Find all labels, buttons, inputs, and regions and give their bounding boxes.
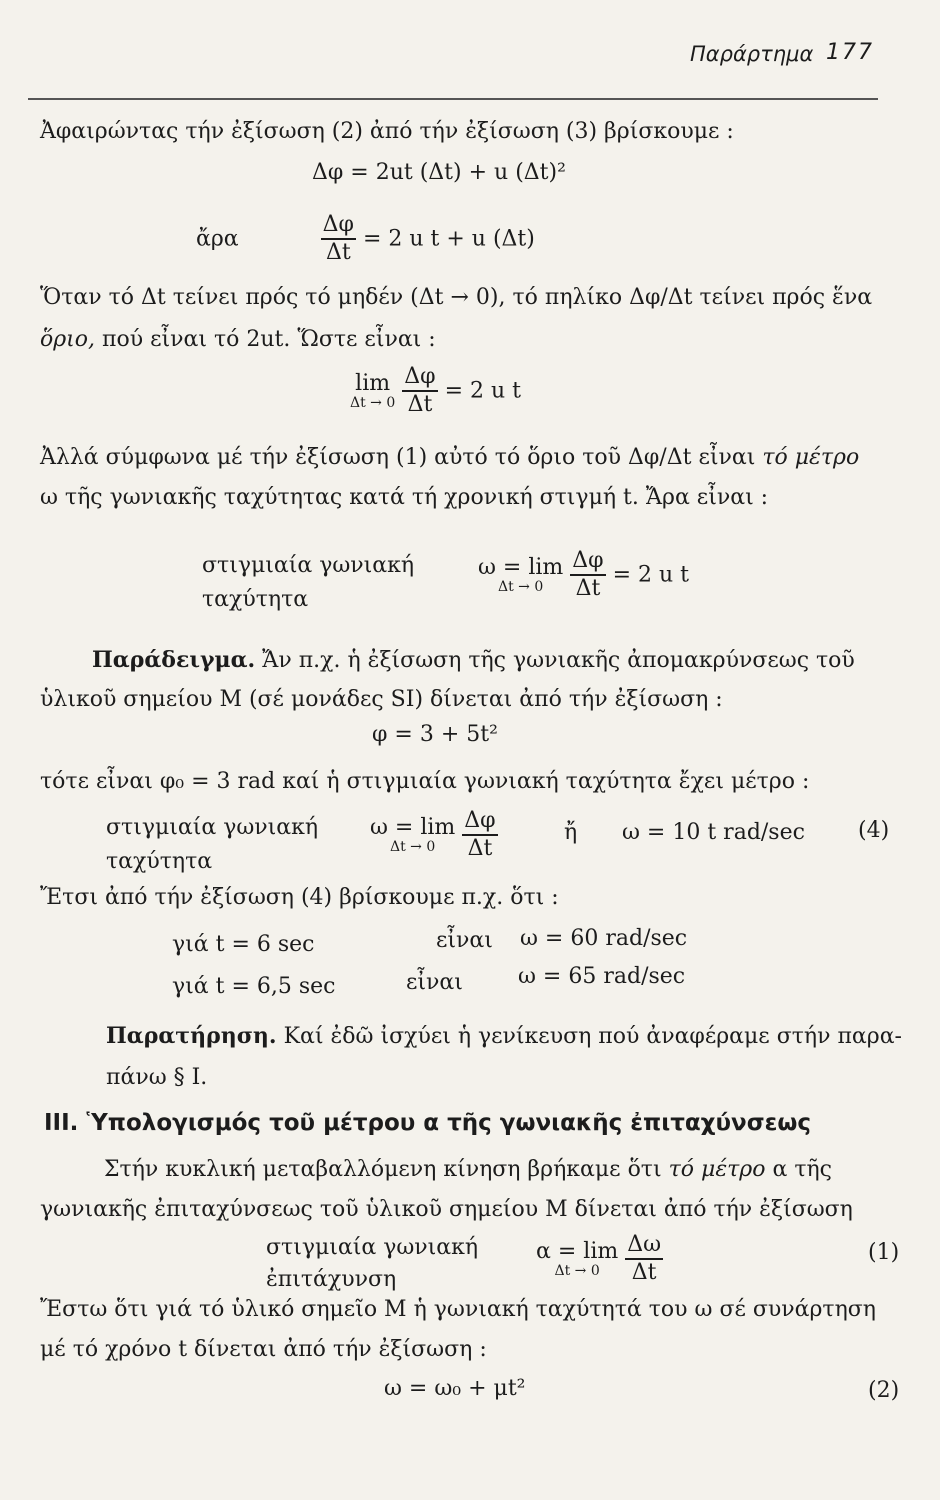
paragraph-thus: Ἔτσι ἀπό τήν ἐξίσωση (4) βρίσκουμε π.χ. ὅτι : xyxy=(40,885,559,910)
paragraph-intro: Ἀφαιρώντας τήν ἐξίσωση (2) ἀπό τήν ἐξίσωση (3) βρίσκουμε : xyxy=(40,119,734,144)
eq6-label-line2: ταχύτητα xyxy=(106,849,213,874)
text-run: Ἄν π.χ. ἡ ἐξίσωση τῆς γωνιακῆς ἀπομακρύνσεως τοῦ xyxy=(255,648,855,673)
running-header-title: Παράρτημα xyxy=(690,42,814,66)
eq6-label-line1: στιγμιαία γωνιακή xyxy=(106,815,319,840)
fraction-denominator: Δt xyxy=(467,835,493,861)
note-line1 xyxy=(106,1022,902,1051)
lim-label: α = lim xyxy=(536,1239,619,1265)
equation-prefix: ἄρα xyxy=(196,226,239,252)
equation-phi: φ = 3 + 5t² xyxy=(372,722,498,747)
paragraph-measure-line1 xyxy=(40,444,859,472)
equation-tag-4: (4) xyxy=(858,818,890,843)
row-2-omega: ω = 65 rad/sec xyxy=(518,964,686,989)
equation-omega-example xyxy=(370,808,498,862)
paragraph-then: τότε εἶναι φ₀ = 3 rad καί ἡ στιγμιαία γωνιακή ταχύτητα ἔχει μέτρο : xyxy=(40,769,810,794)
page-number: 177 xyxy=(826,40,874,65)
equation-rhs: = 2 u t xyxy=(612,562,690,588)
paragraph-accel-line2: γωνιακῆς ἐπιταχύνσεως τοῦ ὑλικοῦ σημείου Μ δίνεται ἀπό τήν ἐξίσωση xyxy=(40,1197,853,1222)
note-line2: πάνω § Ι. xyxy=(106,1065,208,1090)
paragraph-measure-line2: ω τῆς γωνιακῆς ταχύτητας κατά τή χρονική στιγμή t. Ἄρα εἶναι : xyxy=(40,485,769,510)
paragraph-suppose-line2: μέ τό χρόνο t δίνεται ἀπό τήν ἐξίσωση : xyxy=(40,1337,487,1362)
italic-term: ὅριο, xyxy=(40,327,96,352)
equation-tag-1: (1) xyxy=(868,1240,900,1265)
row-1-omega: ω = 60 rad/sec xyxy=(520,926,688,951)
italic-term: τό μέτρο xyxy=(762,445,860,470)
row-1-time: γιά t = 6 sec xyxy=(172,932,315,957)
eq4-label-line1: στιγμιαία γωνιακή xyxy=(202,553,415,578)
text-run: Ἀλλά σύμφωνα μέ τήν ἐξίσωση (1) αὐτό τό ὅριο τοῦ Δφ/Δt εἶναι xyxy=(40,445,763,470)
eq4-label-line2: ταχύτητα xyxy=(202,587,309,612)
row-2-time: γιά t = 6,5 sec xyxy=(172,974,336,999)
paragraph-limit-line1: Ὅταν τό Δt τείνει πρός τό μηδέν (Δt → 0), τό πηλίκο Δφ/Δt τείνει πρός ἕνα xyxy=(40,285,873,310)
section-heading: ΙΙΙ. Ὑπολογισμός τοῦ μέτρου α τῆς γωνιακῆς ἐπιταχύνσεως xyxy=(44,1110,812,1136)
equation-ratio xyxy=(196,212,535,266)
fraction-numerator: Δφ xyxy=(404,364,436,389)
lim-subscript: Δt → 0 xyxy=(350,395,396,412)
equation-delta-phi: Δφ = 2ut (Δt) + u (Δt)² xyxy=(312,160,566,185)
equation-rhs: = 2 u t + u (Δt) xyxy=(362,226,535,252)
equation-tag-2: (2) xyxy=(868,1378,900,1403)
italic-term: τό μέτρο xyxy=(668,1157,766,1182)
example-label: Παράδειγμα. xyxy=(92,647,256,673)
text-run: πού εἶναι τό 2ut. Ὥστε εἶναι : xyxy=(95,327,436,352)
paragraph-accel-line1 xyxy=(104,1156,832,1184)
lim-label: ω = lim xyxy=(370,815,456,841)
eq7-label-line2: ἐπιτάχυνση xyxy=(266,1267,397,1292)
paragraph-limit-line2 xyxy=(40,326,436,354)
equation-rhs: = 2 u t xyxy=(444,378,521,404)
equation-angular-velocity xyxy=(478,548,689,602)
row-1-is: εἶναι xyxy=(436,928,493,953)
fraction-numerator: Δφ xyxy=(572,548,604,573)
fraction-numerator: Δφ xyxy=(464,808,496,833)
lim-label: ω = lim xyxy=(478,555,564,581)
fraction-denominator: Δt xyxy=(575,575,601,601)
example-line2: ὑλικοῦ σημείου Μ (σέ μονάδες SI) δίνεται ἀπό τήν ἐξίσωση : xyxy=(40,687,723,712)
fraction-denominator: Δt xyxy=(407,391,433,417)
note-label: Παρατήρηση. xyxy=(106,1023,277,1049)
eq7-label-line1: στιγμιαία γωνιακή xyxy=(266,1235,479,1260)
text-run: Στήν κυκλική μεταβαλλόμενη κίνηση βρήκαμε ὅτι xyxy=(104,1157,669,1182)
fraction-denominator: Δt xyxy=(325,239,351,265)
equation-limit xyxy=(350,364,521,418)
equation-omega-linear: ω = 10 t rad/sec xyxy=(622,820,805,845)
paragraph-suppose-line1: Ἔστω ὅτι γιά τό ὑλικό σημεῖο Μ ἡ γωνιακή ταχύτητά του ω σέ συνάρτηση xyxy=(40,1297,876,1322)
row-2-is: εἶναι xyxy=(406,970,463,995)
lim-subscript: Δt → 0 xyxy=(554,1263,600,1280)
lim-label: lim xyxy=(355,371,391,397)
equation-or: ἤ xyxy=(564,820,578,845)
fraction-denominator: Δt xyxy=(631,1259,657,1285)
text-run: Καί ἐδῶ ἰσχύει ἡ γενίκευση πού ἀναφέραμε στήν παρα- xyxy=(276,1024,902,1049)
header-rule xyxy=(28,98,878,100)
fraction-numerator: Δφ xyxy=(322,212,354,237)
equation-angular-acceleration xyxy=(536,1232,663,1286)
example-line1 xyxy=(92,646,855,675)
equation-omega-quadratic: ω = ω₀ + μt² xyxy=(384,1376,526,1401)
fraction-numerator: Δω xyxy=(627,1232,662,1257)
lim-subscript: Δt → 0 xyxy=(498,579,544,596)
lim-subscript: Δt → 0 xyxy=(390,839,436,856)
text-run: α τῆς xyxy=(765,1157,832,1182)
